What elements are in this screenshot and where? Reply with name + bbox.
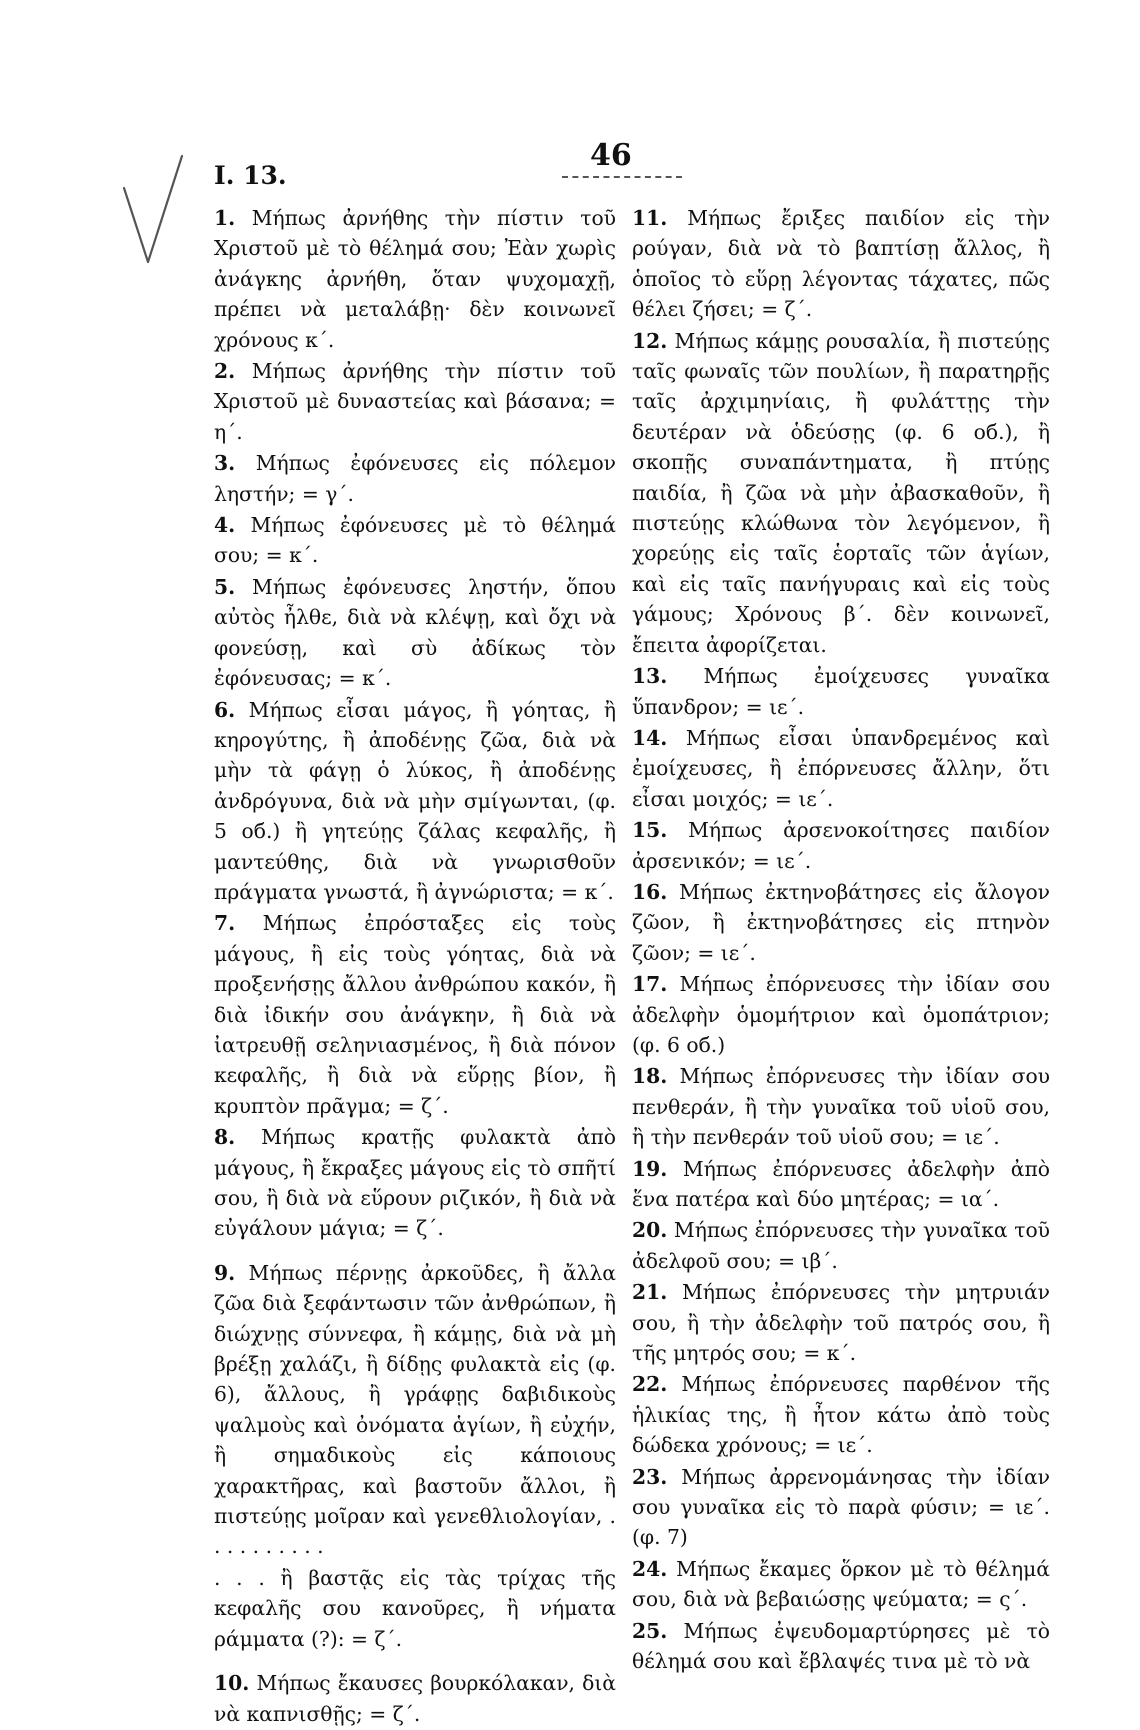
list-item: 2. Μήπως ἀρνήθης τὴν πίστιν τοῦ Χριστοῦ μὲ δυναστείας καὶ βάσανα; = η΄. [214, 359, 616, 444]
list-item: 13. Μήπως ἐμοίχευσες γυναῖκα ὕπανδρον; = ιε΄. [632, 664, 1050, 719]
list-item: 6. Μήπως εἶσαι μάγος, ἢ γόητας, ἢ κηρογύτης, ἢ ἀποδένῃς ζῶα, διὰ νὰ μὴν τὰ φάγῃ ὁ λύκος, ἢ ἀποδένῃς ἀνδρόγυνα, διὰ νὰ μὴν σμίγωνται, (φ. 5 οб.) ἢ γητεύῃς ζάλας κεφαλῆς, ἢ μαντεύθης, διὰ νὰ γνωρισθοῦν πράγματα γνωστά, ἢ ἀγνώριστα; = κ΄. [214, 697, 616, 904]
list-item: 1. Μήπως ἀρνήθης τὴν πίστιν τοῦ Χριστοῦ μὲ τὸ θέλημά σου; Ἐὰν χωρὶς ἀνάγκης ἀρνήθη, ὅταν ψυχομαχῇ, πρέπει νὰ μεταλάβῃ· δὲν κοινωνεῖ χρόνους κ΄. [214, 206, 616, 352]
header-rule [562, 176, 682, 178]
list-item: 19. Μήπως ἐπόρνευσες ἀδελφὴν ἀπὸ ἕνα πατέρα καὶ δύο μητέρας; = ια΄. [632, 1156, 1051, 1211]
list-item: 22. Μήπως ἐπόρνευσες παρθένον τῆς ἡλικίας της, ἢ ἦτον κάτω ἀπὸ τοὺς δώδεκα χρόνους; = ιε΄. [632, 1372, 1050, 1458]
list-item: 23. Μήπως ἀρρενομάνησας τὴν ἰδίαν σου γυναῖκα εἰς τὸ παρὰ φύσιν; = ιε΄. (φ. 7) [632, 1464, 1050, 1550]
list-item: 7. Μήπως ἐπρόσταξες εἰς τοὺς μάγους, ἢ εἰς τοὺς γόητας, διὰ νὰ προξενήσῃς ἄλλου ἀνθρώπου κακόν, ἢ διὰ ἰδικήν σου ἀνάγκην, ἢ διὰ νὰ ἰατρευθῇ σεληνιασμένος, ἢ διὰ πόνον κεφαλῆς, ἢ διὰ νὰ εὕρῃς βίον, ἢ κρυπτὸν πρᾶγμα; = ζ΄. [214, 911, 616, 1118]
right-column [632, 203, 1050, 1678]
list-item: 18. Μήπως ἐπόρνευσες τὴν ἰδίαν σου πενθεράν, ἢ τὴν γυναῖκα τοῦ υἱοῦ σου, ἢ τὴν πενθεράν τοῦ υἱοῦ σου; = ιε΄. [632, 1064, 1050, 1150]
list-item: 20. Μήπως ἐπόρνευσες τὴν γυναῖκα τοῦ ἀδελφοῦ σου; = ιβ΄. [632, 1218, 1050, 1273]
list-item: 14. Μήπως εἶσαι ὑπανδρεμένος καὶ ἐμοίχευσες, ἢ ἐπόρνευσες ἄλλην, ὅτι εἶσαι μοιχός; = ιε΄. [632, 725, 1050, 811]
list-item: 25. Μήπως ἐψευδομαρτύρησες μὲ τὸ θέλημά σου καὶ ἔβλαψές τινα μὲ τὸ νὰ [632, 1618, 1051, 1674]
list-item: 8. Μήπως κρατῇς φυλακτὰ ἀπὸ μάγους, ἢ ἔκραξες μάγους εἰς τὸ σπῆτί σου, ἢ διὰ νὰ εὕρουν ριζικόν, ἢ διὰ νὰ εὐγάλουν μάγια; = ζ΄. [214, 1125, 616, 1241]
page-number: 46 [590, 138, 632, 173]
list-item: 11. Μήπως ἔριξες παιδίον εἰς τὴν ρούγαν, διὰ νὰ τὸ βαπτίσῃ ἄλλος, ἢ ὁποῖος τὸ εὕρῃ λέγοντας τάχατες, πῶς θέλει ζήσει; = ζ΄. [632, 206, 1050, 322]
list-item: 5. Μήπως ἐφόνευσες ληστήν, ὅπου αὐτὸς ἦλθε, διὰ νὰ κλέψῃ, καὶ ὄχι νὰ φονεύσῃ, καὶ σὺ ἀδίκως τὸν ἐφόνευσας; = κ΄. [214, 574, 616, 691]
list-item: 21. Μήπως ἐπόρνευσες τὴν μητρυιάν σου, ἢ τὴν ἀδελφὴν τοῦ πατρός σου, ἢ τῆς μητρός σου; = κ΄. [632, 1280, 1050, 1366]
list-item: 10. Μήπως ἔκαυσες βουρκόλακαν, διὰ νὰ καπνισθῇς; = ζ΄. [214, 1671, 616, 1726]
list-item: 9. Μήπως πέρνῃς ἀρκοῦδες, ἢ ἄλλα ζῶα διὰ ξεφάντωσιν τῶν ἀνθρώπων, ἢ διώχνῃς σύννεφα, ἢ κάμῃς, διὰ νὰ μὴ βρέξῃ χαλάζι, ἢ δίδῃς φυλακτὰ εἰς (φ. 6), ἄλλους, ἢ γράφῃς δαβιδικοὺς ψαλμοὺς καὶ ὀνόματα ἁγίων, ἢ εὐχήν, ἢ σημαδικοὺς εἰς κάποιους χαρακτῆρας, καὶ βαστοῦν ἄλλοι, ἢ πιστεύῃς μοῖραν καὶ γενεθλιολογίαν, . . . . . . . . . . [214, 1260, 616, 1559]
list-item: 15. Μήπως ἀρσενοκοίτησες παιδίον ἀρσενικόν; = ιε΄. [632, 818, 1050, 873]
signature-mark: I. 13. [214, 161, 287, 190]
left-column [214, 203, 616, 1730]
list-item: 4. Μήπως ἐφόνευσες μὲ τὸ θέλημά σου; = κ΄. [214, 513, 616, 568]
handwritten-checkmark-icon [118, 150, 188, 270]
list-item: 17. Μήπως ἐπόρνευσες τὴν ἰδίαν σου ἀδελφὴν ὁμομήτριον καὶ ὁμοπάτριον; (φ. 6 οб.) [632, 972, 1050, 1057]
list-item: 16. Μήπως ἐκτηνοβάτησες εἰς ἄλογον ζῶον, ἢ ἐκτηνοβάτησες εἰς πτηνὸν ζῶον; = ιε΄. [632, 879, 1050, 965]
list-item: 3. Μήπως ἐφόνευσες εἰς πόλεμον ληστήν; = γ΄. [214, 451, 616, 506]
list-item: 12. Μήπως κάμῃς ρουσαλία, ἢ πιστεύῃς ταῖς φωναῖς τῶν πουλίων, ἢ παρατηρῇς ταῖς ἀρχιμηνίαις, ἢ φυλάττῃς τὴν δευτέραν νὰ ὁδεύσῃς (φ. 6 οб.), ἢ σκοπῇς συναπάντηματα, ἢ πτύῃς παιδία, ἢ ζῶα νὰ μὴν ἀβασκαθοῦν, ἢ πιστεύῃς κλώθωνα τὸν λεγόμενον, ἢ χορεύῃς εἰς ταῖς ἑορταῖς τῶν ἁγίων, καὶ εἰς ταῖς πανήγυραις καὶ εἰς τοὺς γάμους; Χρόνους β΄. δὲν κοινωνεῖ, ἔπειτα ἀφορίζεται. [632, 328, 1050, 657]
list-item: 24. Μήπως ἔκαμες ὅρκον μὲ τὸ θέλημά σου, διὰ νὰ βεβαιώσῃς ψεύματα; = ς΄. [632, 1556, 1051, 1612]
list-item-continuation: . . . ἢ βαστᾷς εἰς τὰς τρίχας τῆς κεφαλῆς σου κανοῦρες, ἢ νήματα ράμματα (?): = ζ΄. [214, 1565, 616, 1651]
